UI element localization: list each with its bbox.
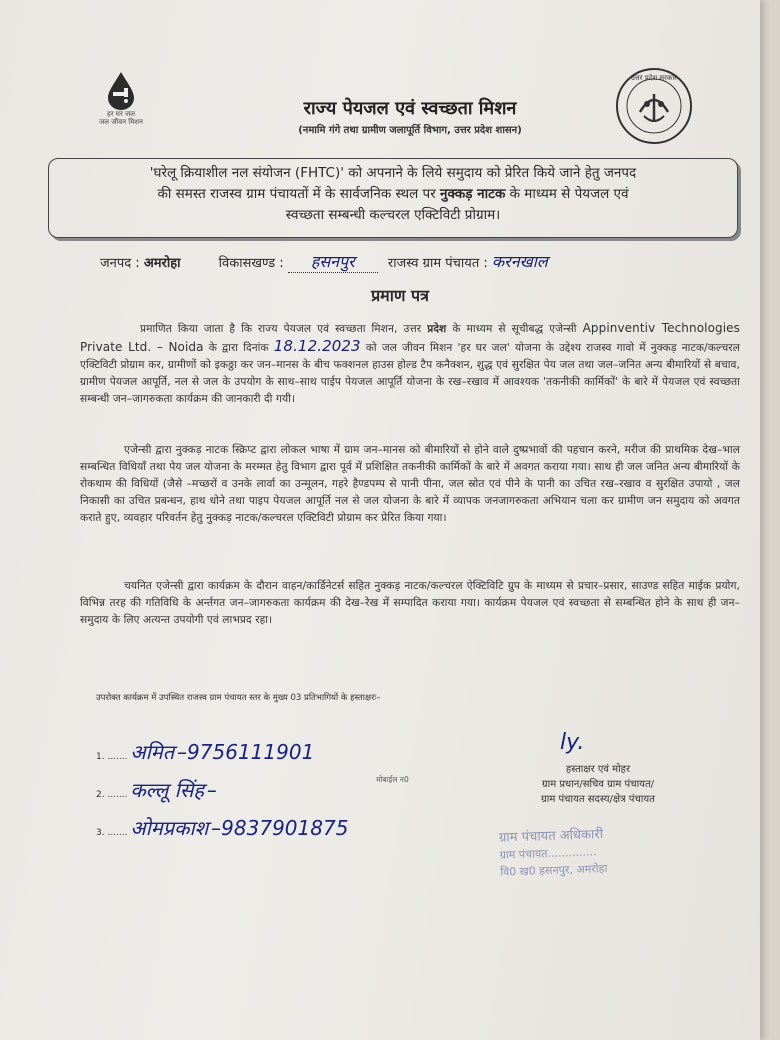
program-banner xyxy=(48,158,738,238)
district-label: जनपद : xyxy=(100,256,140,271)
stamp-line-2: ग्राम पंचायत.............. xyxy=(499,845,597,862)
p2-text: एजेन्सी द्वारा नुक्कड़ नाटक स्क्रिप्ट द्वारा लोकल भाषा में ग्राम जन–मानस को बीमारियों से होने वाले दुष्प्रभावों की पहचान करने, मरीज की प्राथमिक देख–भाल सम्बन्धित विधियाँ तथा पेय जल योजना के मरम्मत हेतु विभाग द्वारा पूर्व में प्रशिक्षित तकनीकी कार्मिकों के बारे में अवगत कराया गया। साथ ही जल जनित अन्य बीमारियों के रोकथाम की विधियों (जैसे –मच्छरों व उनके लार्वा का उन्मूलन, गहरे हैण्डपम्प से पानी पीना, जल स्रोत एवं पीने के पानी का उचित रख–रखाव व सुरक्षित उपायो , जल निकासी का उचित प्रबन्धन, हाथ धोने तथा पाइप पेयजल आपूर्ति नल से जल योजना के बारे में व्यापक जनजागरुकता अभियान चला कर ग्रामीण जन समुदाय को अवगत कराते हुए, व्यवहार परिवर्तन हेतु नुक्कड़ नाटक/कल्चरल एक्टिविटी प्रोग्राम कर प्रेरित किया गया। xyxy=(80,444,740,524)
participant-3-num: 3 xyxy=(96,828,102,838)
water-drop-icon xyxy=(104,70,138,110)
stamp-line-1: ग्राम पंचायत अधिकारी xyxy=(498,827,604,846)
participant-row-1: 1. ....... अमित –9756111901 xyxy=(96,740,315,764)
p1-text-d: को जल जीवन मिशन 'हर घर जल' योजना के उद्देश्य राजस्व गावो में नुक्कड़ नाटक/कल्चरल एक्टिविटी प्रोग्राम कर, ग्रामीणों को इकठ्ठा कर जन–मानस के बीच फक्शनल हाउस होल्ड टैप कनैक्शन, शुद्ध एवं सुरक्षित पेय जल तथा जल–जनित अन्य बीमारियों से बचाव, ग्रामीण पेयजल आपूर्ति, नल से जल के उपयोग के साथ–साथ पाईप पेयजल आपूर्ति योजना के रख–रखाव में आवश्यक 'तकनीकी कार्मिकों' के बारे में पेयजल एवं स्वच्छता सम्बन्धी जन–जागरुकता कार्यक्रम की जानकारी दी गयी। xyxy=(80,342,740,405)
participant-1-num: 1 xyxy=(96,752,102,762)
participant-row-2: 2. ....... कल्लू सिंह – xyxy=(96,778,217,802)
location-row xyxy=(100,250,740,273)
p1-text-a: प्रमाणित किया जाता है कि राज्य पेयजल एवं स्वच्छता मिशन, उत्तर xyxy=(140,323,428,335)
stamp-line-3: वि0 ख0 हसनपुर, अमरोहा xyxy=(500,861,608,879)
banner-line-2-post: के माध्यम से पेयजल एवं xyxy=(505,186,629,202)
p1-bold: प्रदेश xyxy=(427,323,447,335)
panchayat-label: राजस्व ग्राम पंचायत : xyxy=(387,256,488,271)
paragraph-2 xyxy=(80,442,740,527)
participant-2-num: 2 xyxy=(96,790,102,800)
seal-text: उत्तर प्रदेश सरकार xyxy=(630,74,678,82)
authority-sign-block xyxy=(508,762,688,807)
signatures-intro: उपरोक्त कार्यक्रम में उपस्थित राजस्व ग्राम पंचायत स्तर के मुख्य 03 प्रतिभागियों के हस्ताक्षरः– xyxy=(96,693,381,703)
banner-line-2-pre: की समस्त राजस्व ग्राम पंचायतों में के सार्वजनिक स्थल पर xyxy=(157,186,441,202)
panchayat-officer-stamp xyxy=(499,822,711,901)
jal-jeevan-mission-logo xyxy=(96,70,146,126)
participant-1-name: अमित xyxy=(130,740,175,764)
p3-text: चयनित एजेन्सी द्वारा कार्यक्रम के दौरान वाहन/कार्डिनेटर्स सहित नुक्कड़ नाटक/कल्चरल ऐक्टिविटि ग्रुप के माध्यम से प्रचार–प्रसार, साउण्ड सहित माईक प्रयोग, विभिन्न तरह की गतिविधि के अर्न्तगत जन–जागरुकता कार्यक्रम की देख–रेख में सम्पादित कराया गया। कार्यक्रम पेयजल एवं स्वच्छता से सम्बन्धित होने के साथ ही जन–समुदाय के लिए अत्यन्त उपयोगी एवं लाभप्रद रहा। xyxy=(80,580,740,626)
block-label: विकासखण्ड : xyxy=(218,256,284,271)
department-subtitle: (नमामि गंगे तथा ग्रामीण जलापूर्ति विभाग, उत्तर प्रदेश शासन) xyxy=(298,125,522,136)
district-value: अमरोहा xyxy=(143,256,181,271)
participant-2-name: कल्लू सिंह xyxy=(130,778,204,802)
participant-3-mobile: –9837901875 xyxy=(211,816,349,840)
certificate-title: प्रमाण पत्र xyxy=(371,286,429,305)
banner-line-2 xyxy=(57,184,729,205)
participant-row-3: 3. ....... ओमप्रकाश –9837901875 xyxy=(96,816,349,840)
paragraph-1 xyxy=(80,320,740,408)
banner-line-1: 'घरेलू क्रियाशील नल संयोजन (FHTC)' को अपनाने के लिये समुदाय को प्रेरित किये जाने हेतु जनपद xyxy=(149,165,637,181)
p1-text-c: के द्वारा दिनांक xyxy=(203,342,274,354)
logo-caption-2: जल जीवन मिशन xyxy=(99,118,143,126)
agency-name: Appinventiv Technologies Private Ltd. – Noida xyxy=(80,321,741,354)
mission-title: राज्य पेयजल एवं स्वच्छता मिशन xyxy=(303,98,517,119)
paragraph-3 xyxy=(80,578,740,629)
participant-3-name: ओमप्रकाश xyxy=(130,816,209,840)
sign-line-2: ग्राम प्रधान/सचिव ग्राम पंचायत/ xyxy=(541,779,655,790)
program-date: 18.12.2023 xyxy=(273,337,361,355)
logo-caption-1: हर घर जल xyxy=(107,110,135,118)
mobile-label: मोबाईल न0 xyxy=(376,775,409,784)
pradhan-signature: ly. xyxy=(560,730,585,755)
block-value: हसनपुर xyxy=(288,250,378,273)
banner-line-3: स्वच्छता सम्बन्धी कल्चरल एक्टिविटी प्रोग्राम। xyxy=(285,207,501,223)
participant-2-mobile: – xyxy=(206,778,217,802)
panchayat-value: करनखाल xyxy=(491,252,548,271)
nukkad-natak-bold: नुक्कड़ नाटक xyxy=(440,186,506,202)
sign-line-3: ग्राम पंचायत सदस्य/क्षेत्र पंचायत xyxy=(541,794,655,805)
sign-line-1: हस्ताक्षर एवं मोहर xyxy=(565,764,631,775)
participant-1-mobile: –9756111901 xyxy=(177,740,315,764)
p1-text-b: के माध्यम से सूचीबद्ध एजेन्सी xyxy=(446,323,577,335)
up-government-seal xyxy=(614,66,694,146)
